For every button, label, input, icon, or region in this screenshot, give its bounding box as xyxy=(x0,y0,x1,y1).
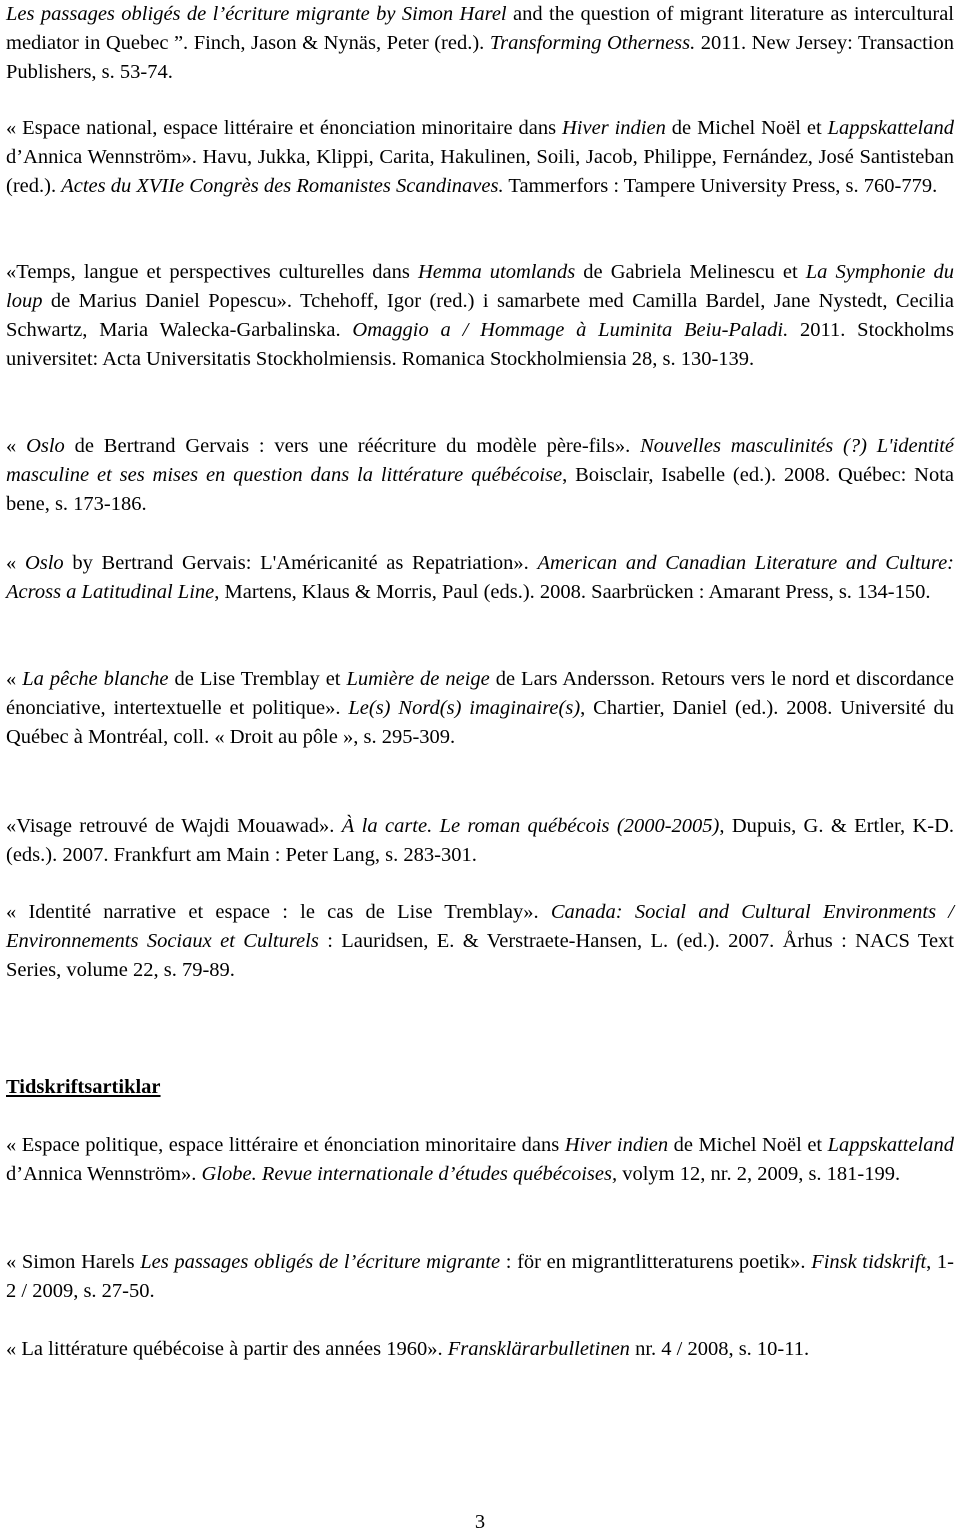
citation-title-text: Nouvelles masculinités (?) L'identité masculine et ses mises en question dans la littérature québécoise xyxy=(6,435,955,486)
book-entry-5 xyxy=(6,549,954,607)
citation-title-text: Globe. Revue internationale d’études québécoises, xyxy=(201,1163,618,1185)
citation-text: : för en migrantlitteraturens poetik». xyxy=(500,1251,812,1273)
citation-text: : Lauridsen, E. & Verstraete-Hansen, L. (ed.). 2007. Århus : NACS Text Series, volume 22, s. 79-89. xyxy=(6,930,954,981)
article-entry-2 xyxy=(6,1248,954,1306)
book-entry-4 xyxy=(6,432,954,519)
book-entry-7 xyxy=(6,812,954,870)
citation-title-text: Les passages obligés de l’écriture migrante xyxy=(140,1251,501,1273)
citation-text: de Lars Andersson. Retours vers le nord et discordance énonciative, intertextuelle et politique». xyxy=(6,668,954,719)
citation-text: « Identité narrative et espace : le cas de Lise Tremblay». xyxy=(6,901,551,923)
citation-title-text: Lappskatteland xyxy=(827,1134,955,1156)
citation-title-text: Lumière de neige xyxy=(346,668,490,690)
citation-title-text: Oslo xyxy=(24,552,64,574)
page-number: 3 xyxy=(474,1511,486,1533)
citation-text: de Bertrand Gervais : vers une réécriture du modèle père-fils». xyxy=(64,435,641,457)
citation-title-text: Fransklärarbulletinen xyxy=(447,1338,630,1360)
citation-text: de Michel Noël et xyxy=(668,1134,828,1156)
citation-text: de Lise Tremblay et xyxy=(168,668,347,690)
citation-text: nr. 4 / 2008, s. 10-11. xyxy=(629,1338,810,1360)
citation-title-text: Le(s) Nord(s) imaginaire(s) xyxy=(348,697,581,719)
citation-text: d’Annica Wennström». xyxy=(6,1163,202,1185)
citation-text: « Simon Harels xyxy=(6,1251,141,1273)
citation-text: , Dupuis, G. & Ertler, K-D. (eds.). 2007. Frankfurt am Main : Peter Lang, s. 283-301. xyxy=(6,815,955,866)
citation-text: « xyxy=(6,668,23,690)
book-entry-1 xyxy=(6,0,954,87)
article-entry-3 xyxy=(6,1335,954,1364)
article-entry-1 xyxy=(6,1131,954,1189)
citation-text: « Espace national, espace littéraire et énonciation minoritaire dans xyxy=(6,117,562,139)
citation-text: volym 12, nr. 2, 2009, s. 181-199. xyxy=(617,1163,901,1185)
citation-text: « xyxy=(6,552,25,574)
citation-text: , Chartier, Daniel (ed.). 2008. Université du Québec à Montréal, coll. « Droit au pôle », s. 295-309. xyxy=(6,697,955,748)
section-heading: Tidskriftsartiklar xyxy=(6,1076,161,1098)
citation-text: , Martens, Klaus & Morris, Paul (eds.). 2008. Saarbrücken : Amarant Press, s. 134-150. xyxy=(214,581,931,603)
citation-text: d’Annica Wennström». Havu, Jukka, Klippi, Carita, Hakulinen, Soili, Jacob, Philippe, Fernández, José Santisteban (red.). xyxy=(6,146,954,197)
citation-title-text: American and Canadian Literature and Culture: Across a Latitudinal Line xyxy=(6,552,955,603)
citation-title-text: Transforming Otherness. xyxy=(489,32,696,54)
citation-title-text: Hiver indien xyxy=(562,117,666,139)
citation-text: « La littérature québécoise à partir des années 1960». xyxy=(6,1338,448,1360)
citation-text: and the question of migrant literature as intercultural mediator in Quebec ”. Finch, Jason & Nynäs, Peter (red.). xyxy=(6,3,955,54)
citation-text: , Boisclair, Isabelle (ed.). 2008. Québec: Nota bene, s. 173-186. xyxy=(6,464,954,515)
citation-title-text: Lappskatteland xyxy=(827,117,955,139)
citation-title-text: À la carte. Le roman québécois (2000-2005) xyxy=(341,815,720,837)
citation-title-text: La Symphonie du loup xyxy=(6,261,954,312)
citation-text: de Marius Daniel Popescu». Tchehoff, Igor (red.) i samarbete med Camilla Bardel, Jane Nystedt, Cecilia Schwartz, Maria Walecka-Garbalinska. xyxy=(6,290,954,341)
citation-text: de Gabriela Melinescu et xyxy=(575,261,806,283)
citation-text: , 1-2 / 2009, s. 27-50. xyxy=(6,1251,954,1302)
citation-title-text: Les passages obligés de l’écriture migrante by Simon Harel xyxy=(6,3,507,25)
citation-text: « Espace politique, espace littéraire et énonciation minoritaire dans xyxy=(6,1134,565,1156)
citation-title-text: Canada: Social and Cultural Environments / Environnements Sociaux et Culturels xyxy=(6,901,954,952)
citation-title-text: Omaggio a / Hommage à Luminita Beiu-Paladi. xyxy=(352,319,789,341)
citation-title-text: Hiver indien xyxy=(564,1134,669,1156)
citation-text: by Bertrand Gervais: L'Américanité as Repatriation». xyxy=(63,552,538,574)
citation-title-text: Finsk tidskrift xyxy=(811,1251,927,1273)
book-entry-2 xyxy=(6,114,954,201)
citation-title-text: Oslo xyxy=(26,435,65,457)
book-entry-6 xyxy=(6,665,954,752)
citation-text: 2011. Stockholms universitet: Acta Universitatis Stockholmiensis. Romanica Stockholmiensia 28, s. 130-139. xyxy=(6,319,954,370)
book-entry-8 xyxy=(6,898,954,985)
citation-title-text: Hemma utomlands xyxy=(417,261,576,283)
citation-title-text: Actes du XVIIe Congrès des Romanistes Scandinaves. xyxy=(61,175,504,197)
citation-text: « xyxy=(6,435,27,457)
citation-text: de Michel Noël et xyxy=(665,117,828,139)
citation-text: 2011. New Jersey: Transaction Publishers, s. 53-74. xyxy=(6,32,954,83)
citation-text: Tammerfors : Tampere University Press, s. 760-779. xyxy=(503,175,938,197)
book-entry-3 xyxy=(6,258,954,374)
citation-text: «Temps, langue et perspectives culturelles dans xyxy=(6,261,418,283)
citation-title-text: La pêche blanche xyxy=(22,668,169,690)
citation-text: «Visage retrouvé de Wajdi Mouawad». xyxy=(6,815,342,837)
